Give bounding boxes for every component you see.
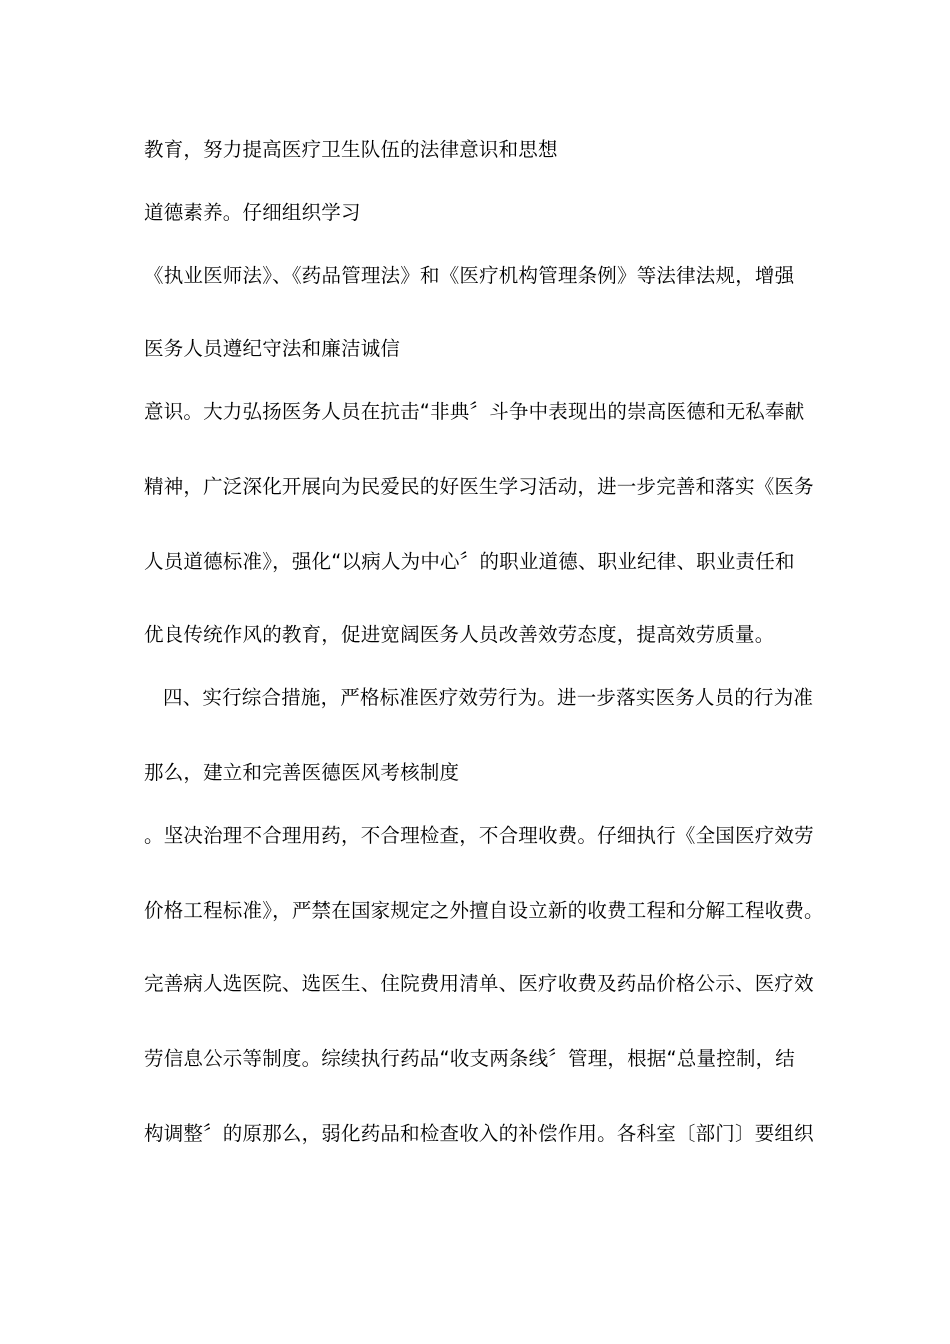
text-line-8: 优良传统作风的教育，促进宽阔医务人员改善效劳态度，提高效劳质量。	[144, 623, 775, 646]
text-line-11: 。坚决治理不合理用药，不合理检查，不合理收费。仔细执行《全国医疗效劳	[144, 824, 814, 847]
text-line-7: 人员道德标准》，强化“以病人为中心〞的职业道德、职业纪律、职业责任和	[144, 550, 795, 573]
text-line-10: 那么，建立和完善医德医风考核制度	[144, 761, 460, 784]
text-line-3: 《执业医师法》、《药品管理法》和《医疗机构管理条例》等法律法规，增强	[144, 264, 795, 287]
text-line-14: 劳信息公示等制度。综续执行药品“收支两条线〞管理，根据“总量控制，结	[144, 1047, 796, 1070]
text-line-15: 构调整〞的原那么，弱化药品和检查收入的补偿作用。各科室〔部门〕要组织	[144, 1122, 814, 1145]
text-line-12: 价格工程标准》，严禁在国家规定之外擅自设立新的收费工程和分解工程收费。	[144, 899, 824, 922]
text-line-1: 教育，努力提高医疗卫生队伍的法律意识和思想	[144, 138, 558, 161]
text-line-13: 完善病人选医院、选医生、住院费用清单、医疗收费及药品价格公示、医疗效	[144, 972, 814, 995]
text-line-5: 意识。大力弘扬医务人员在抗击“非典〞斗争中表现出的崇高医德和无私奉献	[144, 400, 805, 423]
text-line-6: 精神，广泛深化开展向为民爱民的好医生学习活动，进一步完善和落实《医务	[144, 475, 814, 498]
text-line-2: 道德素养。仔细组织学习	[144, 201, 361, 224]
text-line-4: 医务人员遵纪守法和廉洁诚信	[144, 337, 401, 360]
section-heading-four: 四、实行综合措施，严格标准医疗效劳行为。进一步落实医务人员的行为准	[163, 686, 814, 709]
